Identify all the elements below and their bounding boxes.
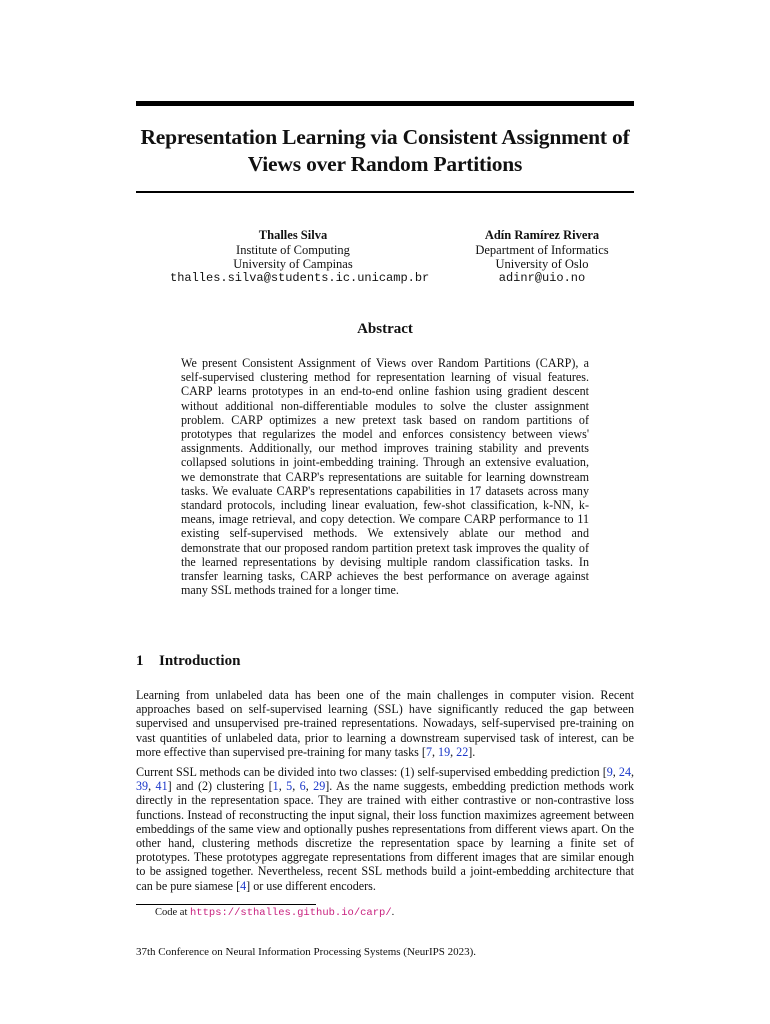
author-name: Thalles Silva: [258, 228, 328, 242]
citation-link[interactable]: 41: [155, 779, 168, 794]
abstract-heading: Abstract: [357, 321, 413, 337]
author-affiliation: Institute of Computing: [236, 243, 350, 257]
citation-link[interactable]: 5: [286, 779, 293, 794]
citation-link[interactable]: 22: [456, 744, 469, 759]
author-block-1: [170, 228, 430, 285]
paragraph-text: ]. As the name suggests, embedding prediction methods work directly in the representation space. They are trained with either contrastive or non-contrastive loss functions. Instead of reconstructing the input signal, their loss function maximizes agreement between embeddings of the same view and optionally pushes representations from different views apart. On the other hand, clustering methods discretize the representation space by learning a finite set of prototypes. These prototypes aggregate representations from different images that are similar enough to be assigned together. Nevertheless, recent SSL methods build a joint-embedding architecture that can be pure siamese [: [136, 779, 635, 893]
code-url-link[interactable]: https://sthalles.github.io/carp/: [190, 907, 392, 919]
citation-link[interactable]: 4: [240, 878, 247, 893]
citation-link[interactable]: 1: [272, 779, 279, 794]
footnote-rule: [136, 904, 316, 905]
section-heading: [136, 653, 240, 670]
author-name: Adín Ramírez Rivera: [484, 228, 600, 242]
citation-link[interactable]: 9: [606, 765, 613, 779]
title-line-2: Views over Random Partitions: [247, 152, 523, 176]
paragraph-text: Learning from unlabeled data has been one of the main challenges in computer vision. Recent approaches based on self-supervised learning (SSL) have significantly reduced the gap between supervised and unsupervised pre-trained representations. Nowadays, self-supervised pre-training on vast quantities of unlabeled data, prior to learning a downstream supervised task of interest, can be more effective than supervised pre-training for many tasks [: [136, 688, 634, 759]
title-top-rule: [136, 101, 634, 106]
author-university: University of Campinas: [233, 257, 353, 271]
citation-link[interactable]: 24: [618, 765, 631, 779]
author-email: adinr@uio.no: [498, 271, 586, 285]
footnote-prefix: Code at: [155, 907, 190, 918]
footnote: [155, 906, 394, 920]
author-block-2: [444, 228, 640, 285]
citation-link[interactable]: 39: [136, 779, 149, 794]
intro-paragraph-1: Learning from unlabeled data has been one of the main challenges in computer vision. Recent approaches based on self-supervised learning (SSL) have significantly reduced the gap between supervised and unsupervised pre-trained representations. Nowadays, self-supervised pre-training on vast quantities of unlabeled data, prior to learning a downstream supervised task of interest, can be more effective than supervised pre-training for many tasks [7, 19, 22].: [136, 688, 634, 759]
citation-link[interactable]: 7: [425, 744, 432, 759]
paragraph-text: ] and (2) clustering [: [167, 779, 273, 794]
intro-paragraph-2: Current SSL methods can be divided into two classes: (1) self-supervised embedding prediction [9, 24, 39, 41] and (2) clustering [1, 5, 6, 29]. As the name suggests, embedding prediction methods work directly in the representation space. They are trained with either contrastive or non-contrastive loss functions. Instead of reconstructing the input signal, their loss function maximizes agreement between embeddings of the same view and optionally pushes representations from different views apart. On the other hand, clustering methods discretize the representation space by learning a finite set of prototypes. These prototypes aggregate representations from different images that are similar enough to be assigned together. Nevertheless, recent SSL methods build a joint-embedding architecture that can be pure siamese [4] or use different encoders.: [136, 765, 635, 893]
citation-link[interactable]: 19: [438, 744, 451, 759]
title-bottom-rule: [136, 191, 634, 193]
abstract-body: We present Consistent Assignment of Views over Random Partitions (CARP), a self-supervised clustering method for representation learning of visual features. CARP learns prototypes in an end-to-end online fashion using gradient descent without additional non-differentiable modules to solve the cluster assignment problem. CARP optimizes a new pretext task based on random partitions of prototypes that regularizes the model and enforces consistency between views' assignments. Additionally, our method improves training stability and prevents collapsed solutions in joint-embedding training. Through an extensive evaluation, we demonstrate that CARP's representations are suitable for learning downstream tasks. We evaluate CARP's representations capabilities in 17 datasets across many standard protocols, including linear evaluation, few-shot classification, k-NN, k-means, image retrieval, and copy detection. We compare CARP performance to 11 existing self-supervised methods. We extensively ablate our method and demonstrate that our proposed random partition pretext task improves the quality of the learned representations by devising multiple random classification tasks. In transfer learning tasks, CARP achieves the best performance on average against many SSL methods trained for a longer time.: [181, 356, 589, 598]
author-university: University of Oslo: [495, 257, 589, 271]
venue-footer: 37th Conference on Neural Information Processing Systems (NeurIPS 2023).: [136, 946, 477, 958]
paragraph-text: Current SSL methods can be divided into two classes: (1) self-supervised embedding prediction [: [136, 765, 607, 779]
paper-title: [136, 124, 634, 178]
author-email: thalles.silva@students.ic.unicamp.br: [170, 271, 430, 285]
footnote-suffix: .: [391, 907, 395, 918]
title-line-1: Representation Learning via Consistent Assignment of: [140, 125, 630, 149]
paragraph-text: ] or use different encoders.: [246, 878, 376, 893]
section-number: 1: [136, 653, 144, 669]
section-title: Introduction: [159, 653, 241, 669]
author-affiliation: Department of Informatics: [475, 243, 609, 257]
paragraph-text: ].: [468, 744, 476, 759]
citation-link[interactable]: 6: [299, 779, 306, 794]
citation-link[interactable]: 29: [313, 779, 326, 794]
